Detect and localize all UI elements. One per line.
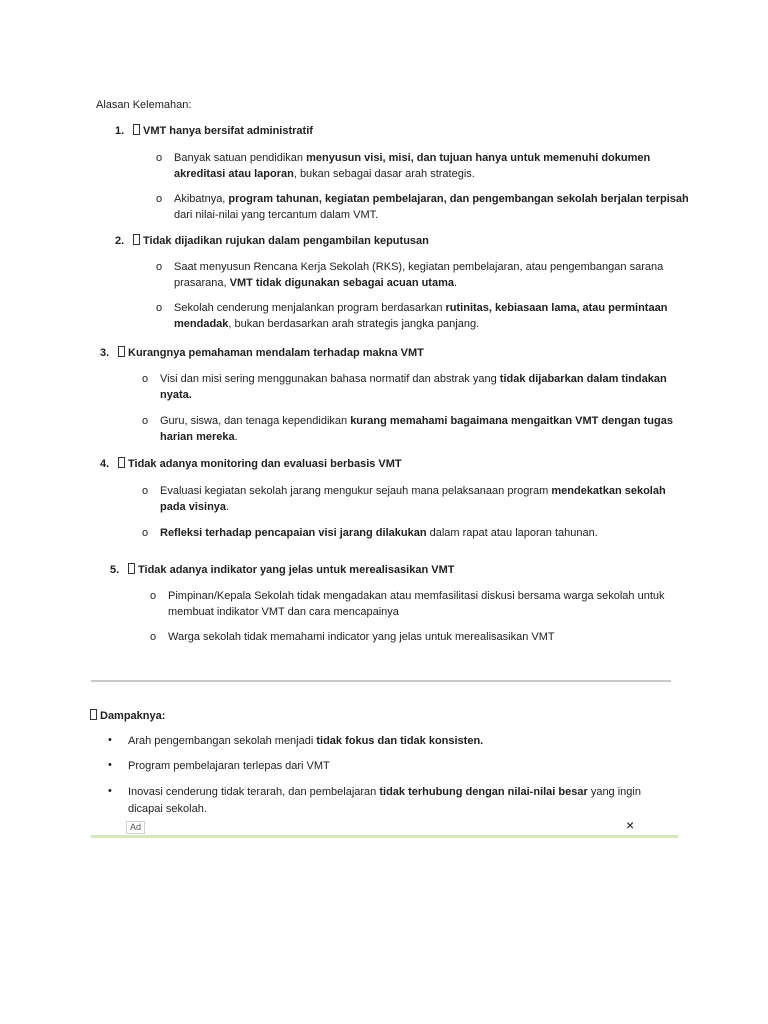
sub-item-run: tidak dijabarkan dalam tindakan: [499, 373, 667, 385]
item-number: 3.: [100, 347, 110, 359]
sub-item-line: [174, 275, 457, 292]
placeholder-glyph-icon: [133, 234, 140, 245]
sub-item-run: membuat indikator VMT dan cara mencapainya: [168, 606, 399, 618]
sub-item-run: dari nilai-nilai yang tercantum dalam VMT.: [174, 209, 379, 221]
impact-heading: [90, 708, 165, 725]
item-number: 5.: [110, 564, 120, 576]
sub-item-line: [160, 413, 673, 430]
sub-item-run: .: [226, 501, 230, 513]
item-title: [128, 562, 454, 579]
sub-item-line: [174, 316, 479, 333]
sub-bullet-marker: o: [142, 373, 149, 385]
sub-item-line: [174, 259, 663, 276]
placeholder-glyph-icon: [118, 457, 125, 468]
sub-item-run: prasarana,: [174, 277, 230, 289]
impact-bullet: •: [108, 734, 112, 746]
sub-item-run: Warga sekolah tidak memahami indicator yang jelas untuk merealisasikan VMT: [168, 631, 555, 643]
item-title-text: Tidak dijadikan rujukan dalam pengambilan keputusan: [143, 235, 429, 247]
sub-item-run: , bukan sebagai dasar arah strategis.: [293, 168, 475, 180]
impact-run: dicapai sekolah.: [128, 803, 207, 815]
placeholder-glyph-icon: [133, 124, 140, 135]
placeholder-glyph-icon: [118, 346, 125, 357]
divider: [91, 680, 671, 682]
sub-item-line: [160, 499, 229, 516]
item-number: 2.: [115, 235, 125, 247]
sub-bullet-marker: o: [142, 415, 149, 427]
sub-item-run: .: [454, 277, 458, 289]
sub-item-run: Banyak satuan pendidikan: [174, 152, 307, 164]
sub-item-run: mendekatkan sekolah: [551, 485, 666, 497]
sub-item-line: [160, 371, 667, 388]
sub-item-run: pada visinya: [160, 501, 227, 513]
sub-item-run: Sekolah cenderung menjalankan program berdasarkan: [174, 302, 446, 314]
sub-item-run: Visi dan misi sering menggunakan bahasa normatif dan abstrak yang: [160, 373, 500, 385]
item-title: [133, 233, 429, 250]
impact-run: tidak fokus dan tidak konsisten.: [316, 735, 484, 747]
sub-item-line: [174, 166, 475, 183]
impact-heading-text: Dampaknya:: [100, 710, 166, 722]
impact-line: [128, 801, 207, 818]
close-icon[interactable]: ×: [626, 817, 635, 833]
ad-badge: Ad: [126, 821, 145, 834]
sub-item-line: [160, 525, 598, 542]
sub-bullet-marker: o: [156, 261, 163, 273]
item-number: 4.: [100, 458, 110, 470]
sub-bullet-marker: o: [142, 527, 149, 539]
sub-item-line: [174, 191, 689, 208]
sub-item-line: [174, 207, 378, 224]
sub-item-run: mendadak: [174, 318, 229, 330]
sub-item-line: [160, 387, 192, 404]
sub-item-run: harian mereka: [160, 431, 235, 443]
impact-bullet: •: [108, 785, 112, 797]
ad-banner-border: [91, 835, 678, 838]
item-title: [118, 456, 402, 473]
sub-item-run: .: [234, 431, 238, 443]
sub-item-line: [160, 483, 666, 500]
placeholder-glyph-icon: [90, 709, 97, 720]
sub-item-run: kurang memahami bagaimana mengaitkan VMT dengan tugas: [350, 415, 673, 427]
sub-item-run: VMT tidak digunakan sebagai acuan utama: [229, 277, 454, 289]
section-heading: Alasan Kelemahan:: [96, 99, 192, 111]
sub-item-line: [168, 629, 555, 646]
item-title-text: Kurangnya pemahaman mendalam terhadap makna VMT: [128, 347, 424, 359]
impact-run: Program pembelajaran terlepas dari VMT: [128, 760, 330, 772]
sub-item-run: Akibatnya,: [174, 193, 229, 205]
sub-item-line: [168, 604, 399, 621]
sub-item-run: Saat menyusun Rencana Kerja Sekolah (RKS), kegiatan pembelajaran, atau pengembangan sarana: [174, 261, 664, 273]
impact-run: Arah pengembangan sekolah menjadi: [128, 735, 317, 747]
sub-bullet-marker: o: [156, 152, 163, 164]
placeholder-glyph-icon: [128, 563, 135, 574]
item-title: [133, 123, 313, 140]
sub-item-run: Guru, siswa, dan tenaga kependidikan: [160, 415, 351, 427]
impact-run: yang ingin: [587, 786, 641, 798]
sub-item-run: menyusun visi, misi, dan tujuan hanya untuk memenuhi dokumen: [306, 152, 651, 164]
sub-bullet-marker: o: [150, 590, 157, 602]
sub-item-run: rutinitas, kebiasaan lama, atau permintaan: [445, 302, 668, 314]
sub-bullet-marker: o: [156, 302, 163, 314]
sub-item-line: [174, 300, 667, 317]
impact-run: Inovasi cenderung tidak terarah, dan pembelajaran: [128, 786, 380, 798]
sub-bullet-marker: o: [156, 193, 163, 205]
sub-item-line: [160, 429, 238, 446]
impact-line: [128, 733, 483, 750]
impact-line: [128, 758, 330, 775]
sub-item-run: program tahunan, kegiatan pembelajaran, dan pengembangan sekolah berjalan terpisah: [228, 193, 689, 205]
sub-item-run: Evaluasi kegiatan sekolah jarang mengukur sejauh mana pelaksanaan program: [160, 485, 552, 497]
sub-item-run: Refleksi terhadap pencapaian visi jarang dilakukan: [160, 527, 427, 539]
sub-bullet-marker: o: [150, 631, 157, 643]
sub-item-line: [174, 150, 650, 167]
impact-bullet: •: [108, 759, 112, 771]
item-title-text: Tidak adanya monitoring dan evaluasi berbasis VMT: [128, 458, 402, 470]
sub-item-run: dalam rapat atau laporan tahunan.: [426, 527, 598, 539]
sub-item-run: , bukan berdasarkan arah strategis jangka panjang.: [228, 318, 480, 330]
sub-item-line: [168, 588, 665, 605]
impact-run: tidak terhubung dengan nilai-nilai besar: [379, 786, 588, 798]
item-number: 1.: [115, 125, 125, 137]
item-title: [118, 345, 424, 362]
impact-line: [128, 784, 641, 801]
item-title-text: VMT hanya bersifat administratif: [143, 125, 313, 137]
sub-bullet-marker: o: [142, 485, 149, 497]
sub-item-run: nyata.: [160, 389, 192, 401]
sub-item-run: akreditasi atau laporan: [174, 168, 294, 180]
sub-item-run: Pimpinan/Kepala Sekolah tidak mengadakan atau memfasilitasi diskusi bersama warga sekolah untuk: [168, 590, 665, 602]
item-title-text: Tidak adanya indikator yang jelas untuk merealisasikan VMT: [138, 564, 455, 576]
